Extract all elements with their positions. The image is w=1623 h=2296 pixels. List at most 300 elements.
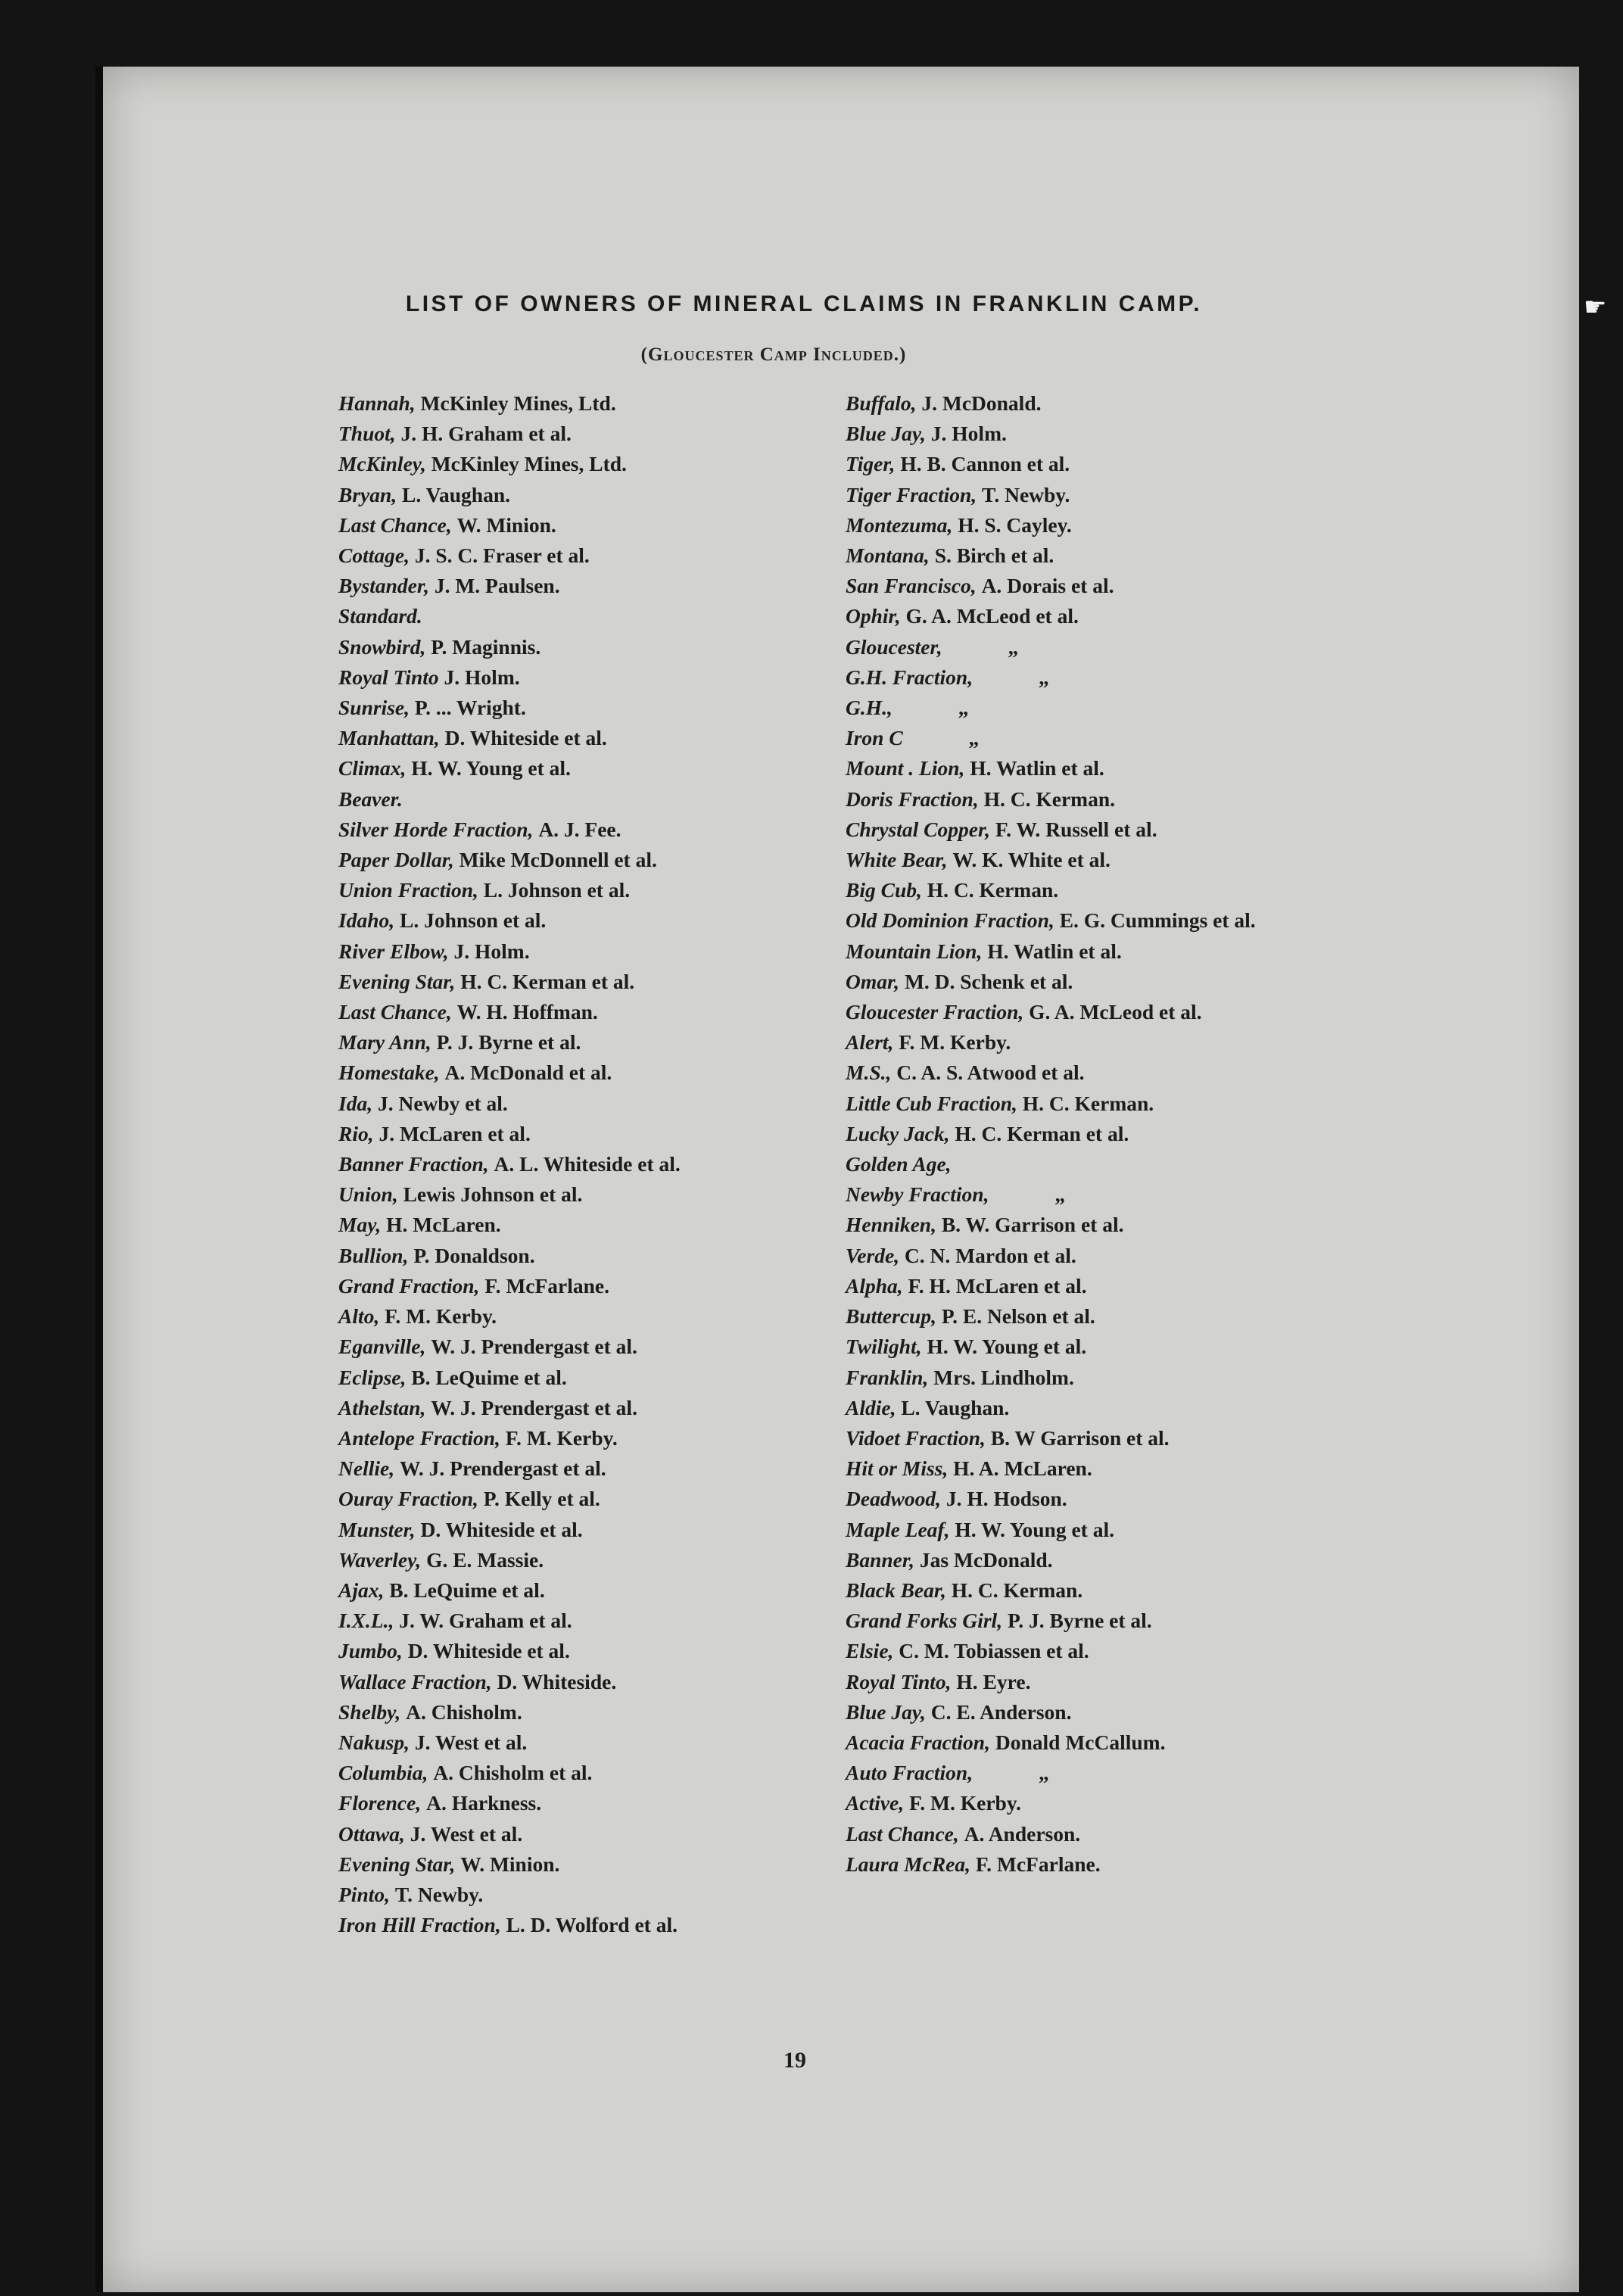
- claim-entry: [846, 662, 1330, 693]
- pointing-hand-icon: ☛: [1584, 292, 1607, 322]
- claim-owner: J. West et al.: [414, 1730, 528, 1754]
- claim-owner: Jas McDonald.: [919, 1547, 1053, 1572]
- claim-owner: F. M. Kerby.: [505, 1425, 618, 1450]
- claim-entry: [846, 1423, 1330, 1453]
- claim-owner: H. McLaren.: [386, 1213, 501, 1237]
- claim-owner: F. H. McLaren et al.: [908, 1273, 1087, 1298]
- claim-owner: H. B. Cannon et al.: [900, 452, 1070, 476]
- claim-owner: L. Johnson et al.: [400, 908, 547, 933]
- claim-entry: [846, 815, 1330, 845]
- claim-name: Last Chance,: [338, 512, 452, 537]
- claim-name: Rio,: [338, 1121, 374, 1145]
- claim-name: Beaver.: [338, 787, 403, 811]
- claim-owner: W. J. Prendergast et al.: [431, 1335, 637, 1359]
- claim-entry: [846, 419, 1330, 449]
- claim-entry: [338, 1423, 830, 1453]
- claim-entry: [846, 1179, 1330, 1210]
- claim-owner: Lewis Johnson et al.: [403, 1182, 583, 1207]
- claim-owner: B. LeQuime et al.: [411, 1365, 567, 1389]
- claim-entry: [338, 1393, 830, 1423]
- claim-entry: [338, 1332, 830, 1362]
- claim-owner: J. Holm.: [930, 422, 1007, 446]
- claim-owner: M. D. Schenk et al.: [904, 969, 1073, 993]
- claim-owner: „: [1038, 665, 1049, 689]
- claim-name: San Francisco,: [846, 574, 977, 598]
- claim-owner: L. Vaughan.: [901, 1395, 1010, 1419]
- claim-owner: C. E. Anderson.: [930, 1699, 1072, 1724]
- claim-entry: [846, 784, 1330, 815]
- claim-entry: [338, 1179, 830, 1210]
- claim-owner: D. Whiteside et al.: [444, 726, 607, 750]
- claim-owner: P. Kelly et al.: [483, 1487, 600, 1511]
- claim-entry: [846, 1332, 1330, 1362]
- claim-entry: [846, 1271, 1330, 1301]
- claim-name: Iron C: [846, 726, 903, 750]
- claim-owner: C. A. S. Atwood et al.: [896, 1061, 1085, 1085]
- claim-entry: [846, 541, 1330, 571]
- claim-owner: „: [1008, 634, 1019, 659]
- claim-name: Ajax,: [338, 1578, 385, 1602]
- claim-entry: [846, 967, 1330, 997]
- claim-owner: H. W. Young et al.: [955, 1517, 1114, 1541]
- claim-entry: [846, 1727, 1330, 1758]
- claim-name: Hannah,: [338, 391, 416, 415]
- claim-owner: H. A. McLaren.: [953, 1456, 1092, 1481]
- claim-owner: H. Eyre.: [956, 1669, 1031, 1693]
- claim-owner: G. E. Massie.: [426, 1547, 544, 1572]
- claim-owner: G. A. McLeod et al.: [1029, 1000, 1202, 1024]
- claim-name: Union Fraction,: [338, 878, 478, 902]
- claim-owner: P. J. Byrne et al.: [1007, 1609, 1152, 1633]
- claim-name: Tiger,: [846, 452, 896, 476]
- claim-entry: [846, 480, 1330, 510]
- claim-entry: [338, 1149, 830, 1179]
- claim-name: Florence,: [338, 1791, 422, 1815]
- claim-entry: [846, 1453, 1330, 1484]
- claim-name: Silver Horde Fraction,: [338, 817, 534, 841]
- claim-name: Evening Star,: [338, 1852, 456, 1876]
- claim-entry: [846, 1363, 1330, 1393]
- claim-name: Paper Dollar,: [338, 848, 454, 872]
- claim-entry: [338, 1515, 830, 1545]
- claim-name: Last Chance,: [846, 1821, 959, 1846]
- claim-name: Climax,: [338, 756, 407, 780]
- claim-entry: [846, 1697, 1330, 1727]
- claim-name: Homestake,: [338, 1061, 440, 1085]
- claim-name: Ouray Fraction,: [338, 1487, 478, 1511]
- claim-entry: [846, 1393, 1330, 1423]
- claim-entry: [338, 997, 830, 1027]
- claim-name: Cottage,: [338, 544, 410, 568]
- claim-owner: F. W. Russell et al.: [995, 817, 1157, 841]
- claim-owner: P. Donaldson.: [413, 1243, 535, 1267]
- claim-name: Bryan,: [338, 482, 397, 506]
- claim-entry: [338, 875, 830, 905]
- claim-owner: W. Minion.: [460, 1852, 560, 1876]
- claim-owner: J. S. C. Fraser et al.: [414, 544, 590, 568]
- claim-owner: „: [1054, 1182, 1066, 1207]
- claim-entry: [338, 601, 830, 631]
- claim-entry: [846, 905, 1330, 936]
- claim-owner: H. C. Kerman.: [1022, 1091, 1154, 1115]
- claim-name: Bullion,: [338, 1243, 409, 1267]
- claim-name: Munster,: [338, 1517, 416, 1541]
- claim-owner: „: [958, 696, 969, 720]
- claim-name: Mount . Lion,: [846, 756, 965, 780]
- claim-name: Verde,: [846, 1243, 900, 1267]
- claim-owner: H. Watlin et al.: [970, 756, 1104, 780]
- claim-name: Doris Fraction,: [846, 787, 979, 811]
- claim-name: Pinto,: [338, 1882, 390, 1906]
- page-number: 19: [783, 2048, 806, 2073]
- claim-entry: [338, 753, 830, 784]
- claim-entry: [846, 1089, 1330, 1119]
- claim-name: Twilight,: [846, 1335, 922, 1359]
- claim-entry: [338, 1271, 830, 1301]
- claim-entry: [338, 1484, 830, 1514]
- claim-name: Buttercup,: [846, 1304, 936, 1329]
- claim-entry: [846, 997, 1330, 1027]
- claim-name: G.H. Fraction,: [846, 665, 973, 689]
- claim-owner: A. Chisholm.: [406, 1699, 522, 1724]
- claim-entry: [338, 815, 830, 845]
- claim-name: McKinley,: [338, 452, 426, 476]
- claim-owner: L. Johnson et al.: [483, 878, 631, 902]
- claim-owner: H. C. Kerman.: [927, 878, 1059, 902]
- claim-entry: [338, 1119, 830, 1149]
- claim-owner: P. J. Byrne et al.: [436, 1030, 581, 1055]
- claim-owner: F. M. Kerby.: [909, 1791, 1021, 1815]
- claim-owner: D. Whiteside.: [497, 1669, 617, 1693]
- claim-name: Little Cub Fraction,: [846, 1091, 1017, 1115]
- claim-owner: A. J. Fee.: [538, 817, 621, 841]
- claim-name: Omar,: [846, 969, 900, 993]
- claim-owner: B. W. Garrison et al.: [941, 1213, 1124, 1237]
- claim-name: I.X.L.,: [338, 1609, 394, 1633]
- claim-entry: [338, 936, 830, 967]
- claim-name: Chrystal Copper,: [846, 817, 991, 841]
- claim-entry: [846, 601, 1330, 631]
- claim-entry: [846, 1819, 1330, 1849]
- claim-name: Ida,: [338, 1091, 373, 1115]
- right-claims-column: [846, 388, 1330, 1880]
- claim-name: Shelby,: [338, 1699, 401, 1724]
- claim-owner: W. J. Prendergast et al.: [431, 1395, 637, 1419]
- claim-entry: [846, 1667, 1330, 1697]
- claim-name: Jumbo,: [338, 1639, 403, 1663]
- claim-name: Elsie,: [846, 1639, 894, 1663]
- claim-name: Black Bear,: [846, 1578, 946, 1602]
- claim-name: Grand Fraction,: [338, 1273, 480, 1298]
- claim-owner: H. W. Young et al.: [411, 756, 571, 780]
- claim-entry: [846, 571, 1330, 601]
- claim-owner: T. Newby.: [982, 482, 1070, 506]
- claim-owner: J. Newby et al.: [377, 1091, 508, 1115]
- claim-owner: P. ... Wright.: [414, 696, 526, 720]
- claim-entry: [338, 1849, 830, 1880]
- claim-owner: „: [1038, 1761, 1049, 1785]
- claim-name: Henniken,: [846, 1213, 936, 1237]
- claim-owner: J. Holm.: [453, 939, 530, 963]
- claim-name: Bystander,: [338, 574, 429, 598]
- claim-name: Columbia,: [338, 1761, 428, 1785]
- claim-name: Laura McRea,: [846, 1852, 970, 1876]
- claim-entry: [338, 419, 830, 449]
- claim-owner: McKinley Mines, Ltd.: [431, 452, 627, 476]
- claim-name: Mary Ann,: [338, 1030, 431, 1055]
- claim-name: Eganville,: [338, 1335, 426, 1359]
- claim-entry: [338, 1453, 830, 1484]
- claim-owner: J. Holm.: [444, 665, 520, 689]
- claim-entry: [846, 1027, 1330, 1058]
- claim-name: Blue Jay,: [846, 422, 926, 446]
- claim-name: Antelope Fraction,: [338, 1425, 500, 1450]
- claim-name: Iron Hill Fraction,: [338, 1913, 501, 1937]
- claim-owner: A. Harkness.: [426, 1791, 542, 1815]
- claim-name: Idaho,: [338, 908, 395, 933]
- claim-entry: [846, 1606, 1330, 1636]
- claim-entry: [338, 1606, 830, 1636]
- claim-owner: H. W. Young et al.: [927, 1335, 1087, 1359]
- claim-entry: [846, 1210, 1330, 1240]
- claim-entry: [846, 1636, 1330, 1666]
- claim-entry: [338, 967, 830, 997]
- claim-name: Thuot,: [338, 422, 396, 446]
- claim-owner: W. J. Prendergast et al.: [399, 1456, 606, 1481]
- claim-name: Tiger Fraction,: [846, 482, 977, 506]
- claim-name: Montezuma,: [846, 512, 953, 537]
- claim-name: Gloucester,: [846, 634, 942, 659]
- claim-name: Hit or Miss,: [846, 1456, 949, 1481]
- claim-name: May,: [338, 1213, 382, 1237]
- claim-name: G.H.,: [846, 696, 892, 720]
- claim-owner: H. C. Kerman.: [983, 787, 1115, 811]
- claim-entry: [338, 1545, 830, 1575]
- claim-entry: [338, 1058, 830, 1088]
- claim-owner: E. G. Cummings et al.: [1059, 908, 1256, 933]
- left-claims-column: [338, 388, 830, 1940]
- claim-entry: [338, 1819, 830, 1849]
- claim-name: Active,: [846, 1791, 905, 1815]
- claim-owner: F. McFarlane.: [484, 1273, 610, 1298]
- claim-entry: [338, 388, 830, 419]
- claim-entry: [338, 510, 830, 541]
- claim-name: Franklin,: [846, 1365, 929, 1389]
- claim-entry: [338, 571, 830, 601]
- claim-owner: F. McFarlane.: [975, 1852, 1101, 1876]
- claim-entry: [846, 1575, 1330, 1606]
- claim-entry: [846, 1788, 1330, 1818]
- claim-owner: Donald McCallum.: [995, 1730, 1166, 1754]
- claim-entry: [338, 1880, 830, 1910]
- claim-owner: H. S. Cayley.: [958, 512, 1072, 537]
- claim-entry: [338, 1667, 830, 1697]
- claim-owner: F. M. Kerby.: [385, 1304, 497, 1329]
- claim-entry: [846, 449, 1330, 479]
- claim-owner: H. C. Kerman et al.: [955, 1121, 1129, 1145]
- claim-name: Acacia Fraction,: [846, 1730, 990, 1754]
- claim-entry: [338, 1910, 830, 1940]
- claim-name: Banner,: [846, 1547, 914, 1572]
- claim-name: Waverley,: [338, 1547, 422, 1572]
- claim-name: Auto Fraction,: [846, 1761, 973, 1785]
- claim-name: Sunrise,: [338, 696, 410, 720]
- claim-owner: McKinley Mines, Ltd.: [420, 391, 616, 415]
- claim-name: Eclipse,: [338, 1365, 407, 1389]
- claim-entry: [338, 693, 830, 723]
- claim-entry: [338, 1788, 830, 1818]
- claim-owner: J. W. Graham et al.: [399, 1609, 572, 1633]
- claim-name: Snowbird,: [338, 634, 426, 659]
- claim-owner: A. L. Whiteside et al.: [494, 1152, 681, 1176]
- claim-entry: [338, 1636, 830, 1666]
- claim-entry: [338, 845, 830, 875]
- claim-owner: A. Anderson.: [964, 1821, 1081, 1846]
- claim-entry: [846, 1149, 1330, 1179]
- claim-name: Union,: [338, 1182, 398, 1207]
- claim-entry: [338, 1241, 830, 1271]
- claim-name: Newby Fraction,: [846, 1182, 989, 1207]
- claim-entry: [338, 480, 830, 510]
- claim-entry: [846, 1301, 1330, 1332]
- claim-owner: G. A. McLeod et al.: [905, 604, 1079, 628]
- claim-entry: [846, 723, 1330, 753]
- claim-name: Nakusp,: [338, 1730, 410, 1754]
- claim-entry: [846, 1515, 1330, 1545]
- claim-owner: J. West et al.: [410, 1821, 523, 1846]
- claim-name: Wallace Fraction,: [338, 1669, 492, 1693]
- claim-name: Nellie,: [338, 1456, 395, 1481]
- claim-name: Blue Jay,: [846, 1699, 926, 1724]
- claim-name: M.S.,: [846, 1061, 892, 1085]
- claim-owner: J. McLaren et al.: [378, 1121, 531, 1145]
- claim-name: Evening Star,: [338, 969, 456, 993]
- claim-name: Grand Forks Girl,: [846, 1609, 1003, 1633]
- claim-owner: D. Whiteside et al.: [420, 1517, 583, 1541]
- claim-owner: A. Chisholm et al.: [433, 1761, 593, 1785]
- claim-owner: W. K. White et al.: [952, 848, 1111, 872]
- claim-name: Royal Tinto,: [846, 1669, 952, 1693]
- claim-owner: W. H. Hoffman.: [456, 1000, 598, 1024]
- claim-entry: [846, 936, 1330, 967]
- claim-entry: [338, 541, 830, 571]
- claim-name: Royal Tinto: [338, 665, 439, 689]
- claim-entry: [338, 1301, 830, 1332]
- claim-owner: F. M. Kerby.: [899, 1030, 1011, 1055]
- claim-name: Aldie,: [846, 1395, 896, 1419]
- claim-owner: B. LeQuime et al.: [389, 1578, 545, 1602]
- claim-owner: J. H. Graham et al.: [400, 422, 572, 446]
- claim-name: Old Dominion Fraction,: [846, 908, 1054, 933]
- claim-name: Banner Fraction,: [338, 1152, 489, 1176]
- claim-entry: [338, 1210, 830, 1240]
- claim-entry: [338, 1727, 830, 1758]
- claim-owner: A. Dorais et al.: [981, 574, 1114, 598]
- claim-entry: [846, 1545, 1330, 1575]
- claim-entry: [846, 753, 1330, 784]
- claim-entry: [846, 875, 1330, 905]
- claim-name: Vidoet Fraction,: [846, 1425, 986, 1450]
- claim-name: Standard.: [338, 604, 422, 628]
- claim-owner: B. W Garrison et al.: [990, 1425, 1170, 1450]
- document-title: LIST OF OWNERS OF MINERAL CLAIMS IN FRANKLIN CAMP.: [405, 291, 1203, 316]
- claim-owner: J. H. Hodson.: [945, 1487, 1067, 1511]
- claim-entry: [338, 1758, 830, 1788]
- claim-owner: Mrs. Lindholm.: [933, 1365, 1074, 1389]
- claim-entry: [338, 905, 830, 936]
- claim-owner: S. Birch et al.: [934, 544, 1054, 568]
- claim-entry: [338, 1697, 830, 1727]
- claim-owner: J. McDonald.: [921, 391, 1042, 415]
- claim-entry: [338, 449, 830, 479]
- claim-owner: H. Watlin et al.: [987, 939, 1122, 963]
- document-subtitle: (Gloucester Camp Included.): [640, 344, 907, 365]
- claim-owner: A. McDonald et al.: [444, 1061, 612, 1085]
- claim-name: Gloucester Fraction,: [846, 1000, 1024, 1024]
- claim-name: Ottawa,: [338, 1821, 405, 1846]
- claim-entry: [338, 1027, 830, 1058]
- claim-name: White Bear,: [846, 848, 948, 872]
- claim-owner: C. N. Mardon et al.: [904, 1243, 1076, 1267]
- claim-name: Manhattan,: [338, 726, 440, 750]
- claim-owner: „: [968, 726, 980, 750]
- claim-entry: [846, 1849, 1330, 1880]
- claim-name: River Elbow,: [338, 939, 449, 963]
- claim-owner: C. M. Tobiassen et al.: [899, 1639, 1089, 1663]
- claim-owner: T. Newby.: [394, 1882, 484, 1906]
- claim-entry: [846, 1241, 1330, 1271]
- claim-name: Golden Age,: [846, 1152, 952, 1176]
- claim-entry: [338, 662, 830, 693]
- claim-name: Montana,: [846, 544, 930, 568]
- claim-name: Maple Leaf,: [846, 1517, 950, 1541]
- claim-owner: P. Maginnis.: [431, 634, 541, 659]
- claim-owner: W. Minion.: [456, 512, 556, 537]
- claim-name: Lucky Jack,: [846, 1121, 950, 1145]
- claim-entry: [338, 784, 830, 815]
- claim-entry: [338, 632, 830, 662]
- claim-owner: J. M. Paulsen.: [434, 574, 560, 598]
- claim-owner: L. Vaughan.: [402, 482, 510, 506]
- claim-owner: Mike McDonnell et al.: [459, 848, 657, 872]
- claim-name: Last Chance,: [338, 1000, 452, 1024]
- claim-entry: [846, 1058, 1330, 1088]
- claim-entry: [846, 632, 1330, 662]
- claim-entry: [338, 723, 830, 753]
- claim-entry: [846, 1119, 1330, 1149]
- claim-entry: [846, 1484, 1330, 1514]
- claim-name: Mountain Lion,: [846, 939, 983, 963]
- claim-entry: [846, 845, 1330, 875]
- claim-entry: [846, 510, 1330, 541]
- claim-entry: [846, 693, 1330, 723]
- claim-owner: H. C. Kerman.: [951, 1578, 1083, 1602]
- claim-owner: H. C. Kerman et al.: [460, 969, 635, 993]
- claim-name: Alto,: [338, 1304, 380, 1329]
- claim-name: Athelstan,: [338, 1395, 426, 1419]
- claim-name: Buffalo,: [846, 391, 917, 415]
- claim-entry: [846, 1758, 1330, 1788]
- claim-entry: [338, 1575, 830, 1606]
- claim-owner: L. D. Wolford et al.: [506, 1913, 678, 1937]
- claim-entry: [338, 1089, 830, 1119]
- claim-owner: P. E. Nelson et al.: [941, 1304, 1095, 1329]
- claim-name: Alert,: [846, 1030, 894, 1055]
- claim-entry: [338, 1363, 830, 1393]
- claim-owner: D. Whiteside et al.: [407, 1639, 570, 1663]
- claim-name: Ophir,: [846, 604, 901, 628]
- claim-name: Alpha,: [846, 1273, 903, 1298]
